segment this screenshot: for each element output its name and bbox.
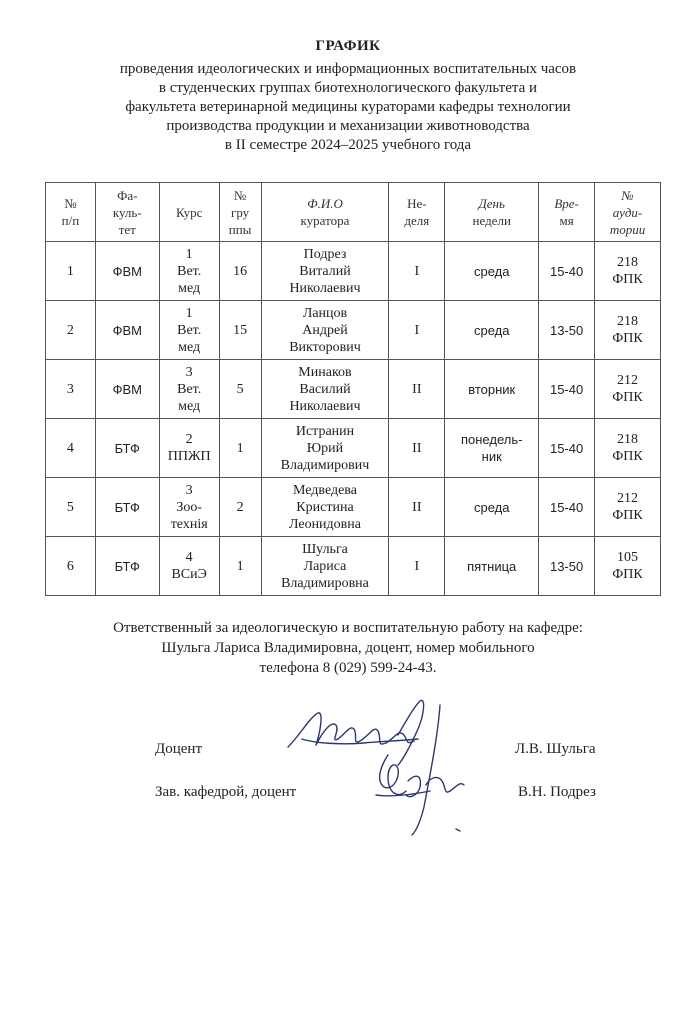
cell-course: 3 Вет. мед <box>159 360 219 419</box>
cell-num: 3 <box>46 360 96 419</box>
header-faculty: Фа- куль- тет <box>95 183 159 242</box>
cell-curator: Истранин Юрий Владимирович <box>261 419 389 478</box>
signer-1-name: Л.В. Шульга <box>515 741 596 757</box>
cell-course: 1 Вет. мед <box>159 301 219 360</box>
cell-course: 2 ППЖП <box>159 419 219 478</box>
cell-week: II <box>389 478 445 537</box>
subtitle-line: проведения идеологических и информационных воспитательных часов <box>119 61 577 77</box>
cell-course: 4 ВСиЭ <box>159 537 219 596</box>
cell-room: 105 ФПК <box>595 537 661 596</box>
cell-week: I <box>389 301 445 360</box>
subtitle-line: производства продукции и механизации животноводства <box>166 118 530 134</box>
cell-day: среда <box>445 301 539 360</box>
subtitle-line: в студенческих группах биотехнологического факультета и <box>158 80 538 96</box>
cell-time: 15-40 <box>539 242 595 301</box>
cell-course: 1 Вет. мед <box>159 242 219 301</box>
cell-room: 212 ФПК <box>595 478 661 537</box>
header-course: Курс <box>159 183 219 242</box>
responsible-note <box>40 618 656 678</box>
header-day: День недели <box>445 183 539 242</box>
cell-num: 5 <box>46 478 96 537</box>
cell-group: 1 <box>219 419 261 478</box>
cell-week: I <box>389 242 445 301</box>
cell-day: среда <box>445 478 539 537</box>
subtitle-line: в II семестре 2024–2025 учебного года <box>224 137 472 153</box>
signer-2-name: В.Н. Подрез <box>518 784 596 800</box>
cell-time: 13-50 <box>539 537 595 596</box>
cell-curator: Ланцов Андрей Викторович <box>261 301 389 360</box>
document-subtitle <box>40 60 656 155</box>
signer-1-position: Доцент <box>155 741 202 757</box>
note-line: телефона 8 (029) 599-24-43. <box>259 660 437 676</box>
table-row <box>46 478 661 537</box>
table-row <box>46 242 661 301</box>
cell-num: 2 <box>46 301 96 360</box>
subtitle-line: факультета ветеринарной медицины кураторами кафедры технологии <box>125 99 571 115</box>
cell-curator: Минаков Василий Николаевич <box>261 360 389 419</box>
table-row <box>46 537 661 596</box>
cell-faculty: БТФ <box>95 537 159 596</box>
cell-day: пятница <box>445 537 539 596</box>
cell-faculty: БТФ <box>95 478 159 537</box>
cell-group: 2 <box>219 478 261 537</box>
cell-faculty: БТФ <box>95 419 159 478</box>
document-title: ГРАФИК <box>315 38 381 54</box>
header-num: № п/п <box>46 183 96 242</box>
cell-group: 1 <box>219 537 261 596</box>
cell-course: 3 Зоо- технія <box>159 478 219 537</box>
handwritten-signatures-icon <box>280 695 480 845</box>
header-time: Вре- мя <box>539 183 595 242</box>
header-week: Не- деля <box>389 183 445 242</box>
signer-2-position: Зав. кафедрой, доцент <box>155 784 297 800</box>
header-group: № гру ппы <box>219 183 261 242</box>
header-curator: Ф.И.О куратора <box>261 183 389 242</box>
table-row <box>46 360 661 419</box>
cell-time: 15-40 <box>539 360 595 419</box>
cell-group: 16 <box>219 242 261 301</box>
cell-faculty: ФВМ <box>95 360 159 419</box>
schedule-table <box>45 182 661 596</box>
cell-curator: Подрез Виталий Николаевич <box>261 242 389 301</box>
cell-day: понедель- ник <box>445 419 539 478</box>
cell-room: 212 ФПК <box>595 360 661 419</box>
cell-curator: Медведева Кристина Леонидовна <box>261 478 389 537</box>
cell-num: 4 <box>46 419 96 478</box>
cell-room: 218 ФПК <box>595 419 661 478</box>
cell-num: 1 <box>46 242 96 301</box>
cell-day: вторник <box>445 360 539 419</box>
cell-week: II <box>389 360 445 419</box>
cell-faculty: ФВМ <box>95 301 159 360</box>
cell-time: 15-40 <box>539 419 595 478</box>
cell-faculty: ФВМ <box>95 242 159 301</box>
cell-week: I <box>389 537 445 596</box>
note-line: Шульга Лариса Владимировна, доцент, номер мобильного <box>161 640 535 656</box>
cell-time: 13-50 <box>539 301 595 360</box>
cell-num: 6 <box>46 537 96 596</box>
table-row <box>46 419 661 478</box>
cell-room: 218 ФПК <box>595 242 661 301</box>
cell-day: среда <box>445 242 539 301</box>
note-line: Ответственный за идеологическую и воспитательную работу на кафедре: <box>113 620 583 636</box>
cell-room: 218 ФПК <box>595 301 661 360</box>
cell-time: 15-40 <box>539 478 595 537</box>
table-header-row <box>46 183 661 242</box>
cell-group: 5 <box>219 360 261 419</box>
cell-curator: Шульга Лариса Владимировна <box>261 537 389 596</box>
cell-week: II <box>389 419 445 478</box>
table-row <box>46 301 661 360</box>
header-room: № ауди- тории <box>595 183 661 242</box>
cell-group: 15 <box>219 301 261 360</box>
